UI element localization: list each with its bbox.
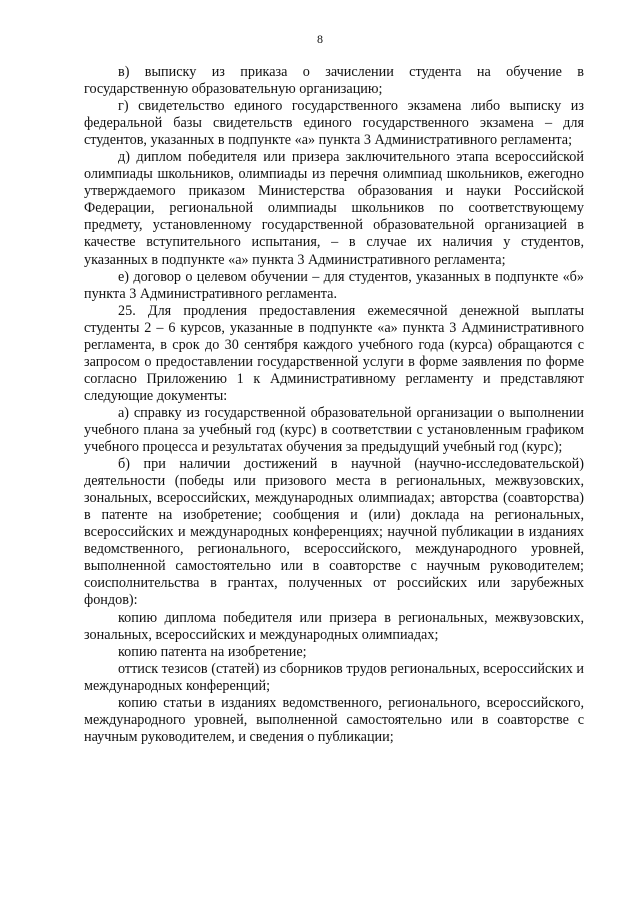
paragraph-v: в) выписку из приказа о зачислении студента на обучение в государственную образовательную организацию; [84,64,584,98]
paragraph-25: 25. Для продления предоставления ежемесячной денежной выплаты студенты 2 – 6 курсов, указанные в подпункте «а» пункта 3 Административного регламента, в срок до 30 сентября каждого учебного года (курса) обращаются с запросом о предоставлении государственной услуги в форме заявления по форме согласно Приложению 1 к Административному регламенту и представляют следующие документы: [84,302,584,404]
paragraph-g: г) свидетельство единого государственного экзамена либо выписку из федеральной базы свидетельств единого государственного экзамена – для студентов, указанных в подпункте «а» пункта 3 Административного регламента; [84,98,584,149]
paragraph-article-copy: копию статьи в изданиях ведомственного, регионального, всероссийского, международного уровней, выполненной самостоятельно или в соавторстве с научным руководителем, и сведения о публикации; [84,694,584,745]
page-number: 8 [317,32,323,46]
paragraph-b: б) при наличии достижений в научной (научно-исследовательской) деятельности (победы или призового места в региональных, межвузовских, зональных, всероссийских, международных олимпиадах; авторства (соавторства) в патенте на изобретение; сообщения и (или) доклада на региональных, всероссийских и международных конференциях; научной публикации в изданиях ведомственного, регионального, всероссийского, международного уровней, выполненной самостоятельно или в соавторстве с научным руководителем; соисполнительства в грантах, полученных от российских или зарубежных фондов): [84,456,584,609]
paragraph-a: а) справку из государственной образовательной организации о выполнении учебного плана за учебный год (курс) в соответствии с установленным графиком учебного процесса и результатах обучения за предыдущий учебный год (курс); [84,404,584,456]
paragraph-theses: оттиск тезисов (статей) из сборников трудов региональных, всероссийских и международных конференций; [84,660,584,694]
paragraph-d: д) диплом победителя или призера заключительного этапа всероссийской олимпиады школьников, олимпиады из перечня олимпиад школьников, ежегодно утверждаемого приказом Министерства образования и науки Российской Федерации, региональной олимпиады школьников по соответствующему предмету, установленному государственной образовательной организацией в качестве вступительного испытания, – в случае их наличия у студентов, указанных в подпункте «а» пункта 3 Административного регламента; [84,149,584,268]
paragraph-diploma-copy: копию диплома победителя или призера в региональных, межвузовских, зональных, всероссийских и международных олимпиадах; [84,609,584,643]
document-body [84,64,584,746]
paragraph-e: е) договор о целевом обучении – для студентов, указанных в подпункте «б» пункта 3 Административного регламента. [84,268,584,302]
paragraph-patent-copy: копию патента на изобретение; [118,643,307,660]
